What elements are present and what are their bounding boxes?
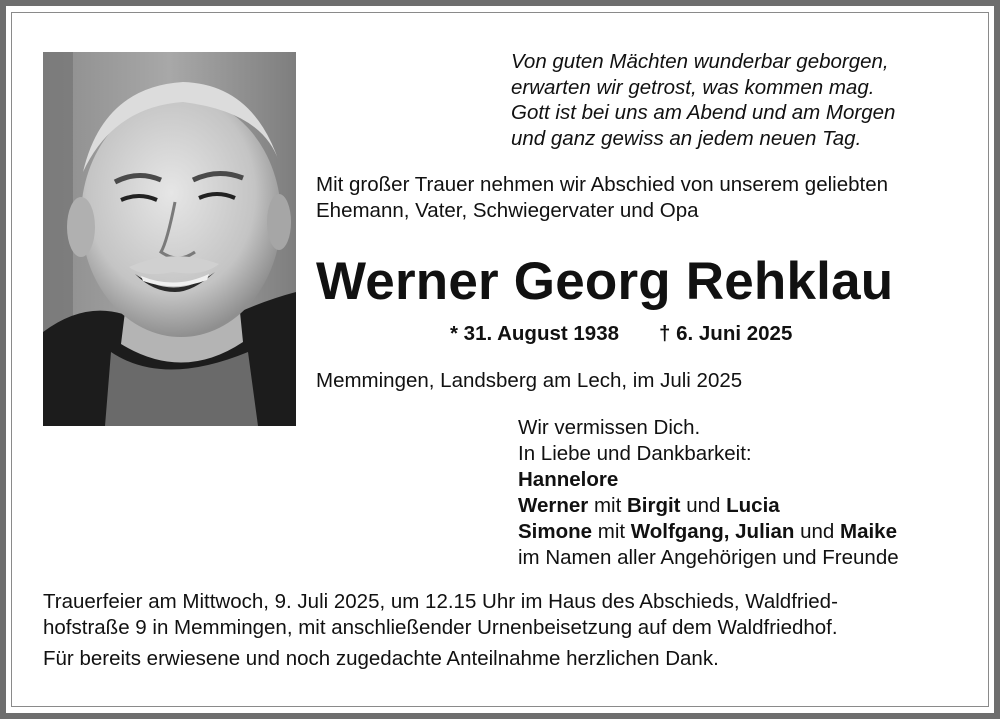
intro-text (316, 172, 986, 224)
place-and-date: Memmingen, Landsberg am Lech, im Juli 2025 (316, 369, 743, 392)
poem-line: Von guten Mächten wunderbar geborgen, (511, 50, 889, 73)
ceremony-line: Trauerfeier am Mittwoch, 9. Juli 2025, um 12.15 Uhr im Haus des Abschieds, Waldfried- (43, 590, 838, 613)
death-date: † 6. Juni 2025 (659, 322, 793, 345)
family-name: Simone (518, 520, 593, 543)
family-line: Wir vermissen Dich. (518, 416, 701, 439)
family-line: im Namen aller Angehörigen und Freunde (518, 546, 899, 569)
intro-line: Ehemann, Vater, Schwiegervater und Opa (316, 199, 699, 222)
poem-line: und ganz gewiss an jedem neuen Tag. (511, 126, 862, 150)
portrait-image (43, 52, 296, 426)
family-line (518, 493, 988, 519)
portrait-photo (43, 52, 296, 426)
family-connector: mit (592, 520, 631, 543)
family-line: In Liebe und Dankbarkeit: (518, 442, 752, 465)
family-name: Lucia (726, 494, 780, 517)
poem-line: Gott ist bei uns am Abend und am Morgen (511, 101, 896, 124)
ceremony-info (43, 589, 973, 672)
ceremony-line: hofstraße 9 in Memmingen, mit anschließender Urnenbeisetzung auf dem Waldfriedhof. (43, 615, 838, 639)
family-connector: mit (588, 494, 627, 517)
family-connector: und (794, 520, 840, 543)
poem-verse (511, 49, 981, 151)
family-connector: und (680, 494, 727, 517)
birth-date: * 31. August 1938 (450, 322, 620, 345)
life-dates (450, 321, 792, 347)
family-name: Maike (840, 520, 897, 543)
deceased-name: Werner Georg Rehklau (316, 252, 894, 311)
mourners-block (518, 415, 988, 571)
family-name-hannelore: Hannelore (518, 468, 619, 491)
poem-line: erwarten wir getrost, was kommen mag. (511, 75, 875, 99)
family-name: Werner (518, 494, 589, 517)
family-line (518, 519, 988, 545)
family-name: Birgit (626, 494, 681, 517)
intro-line: Mit großer Trauer nehmen wir Abschied von unserem geliebten (316, 173, 889, 196)
thanks-line: Für bereits erwiesene und noch zugedachte Anteilnahme herzlichen Dank. (43, 647, 719, 670)
family-name: Wolfgang, Julian (630, 520, 795, 543)
